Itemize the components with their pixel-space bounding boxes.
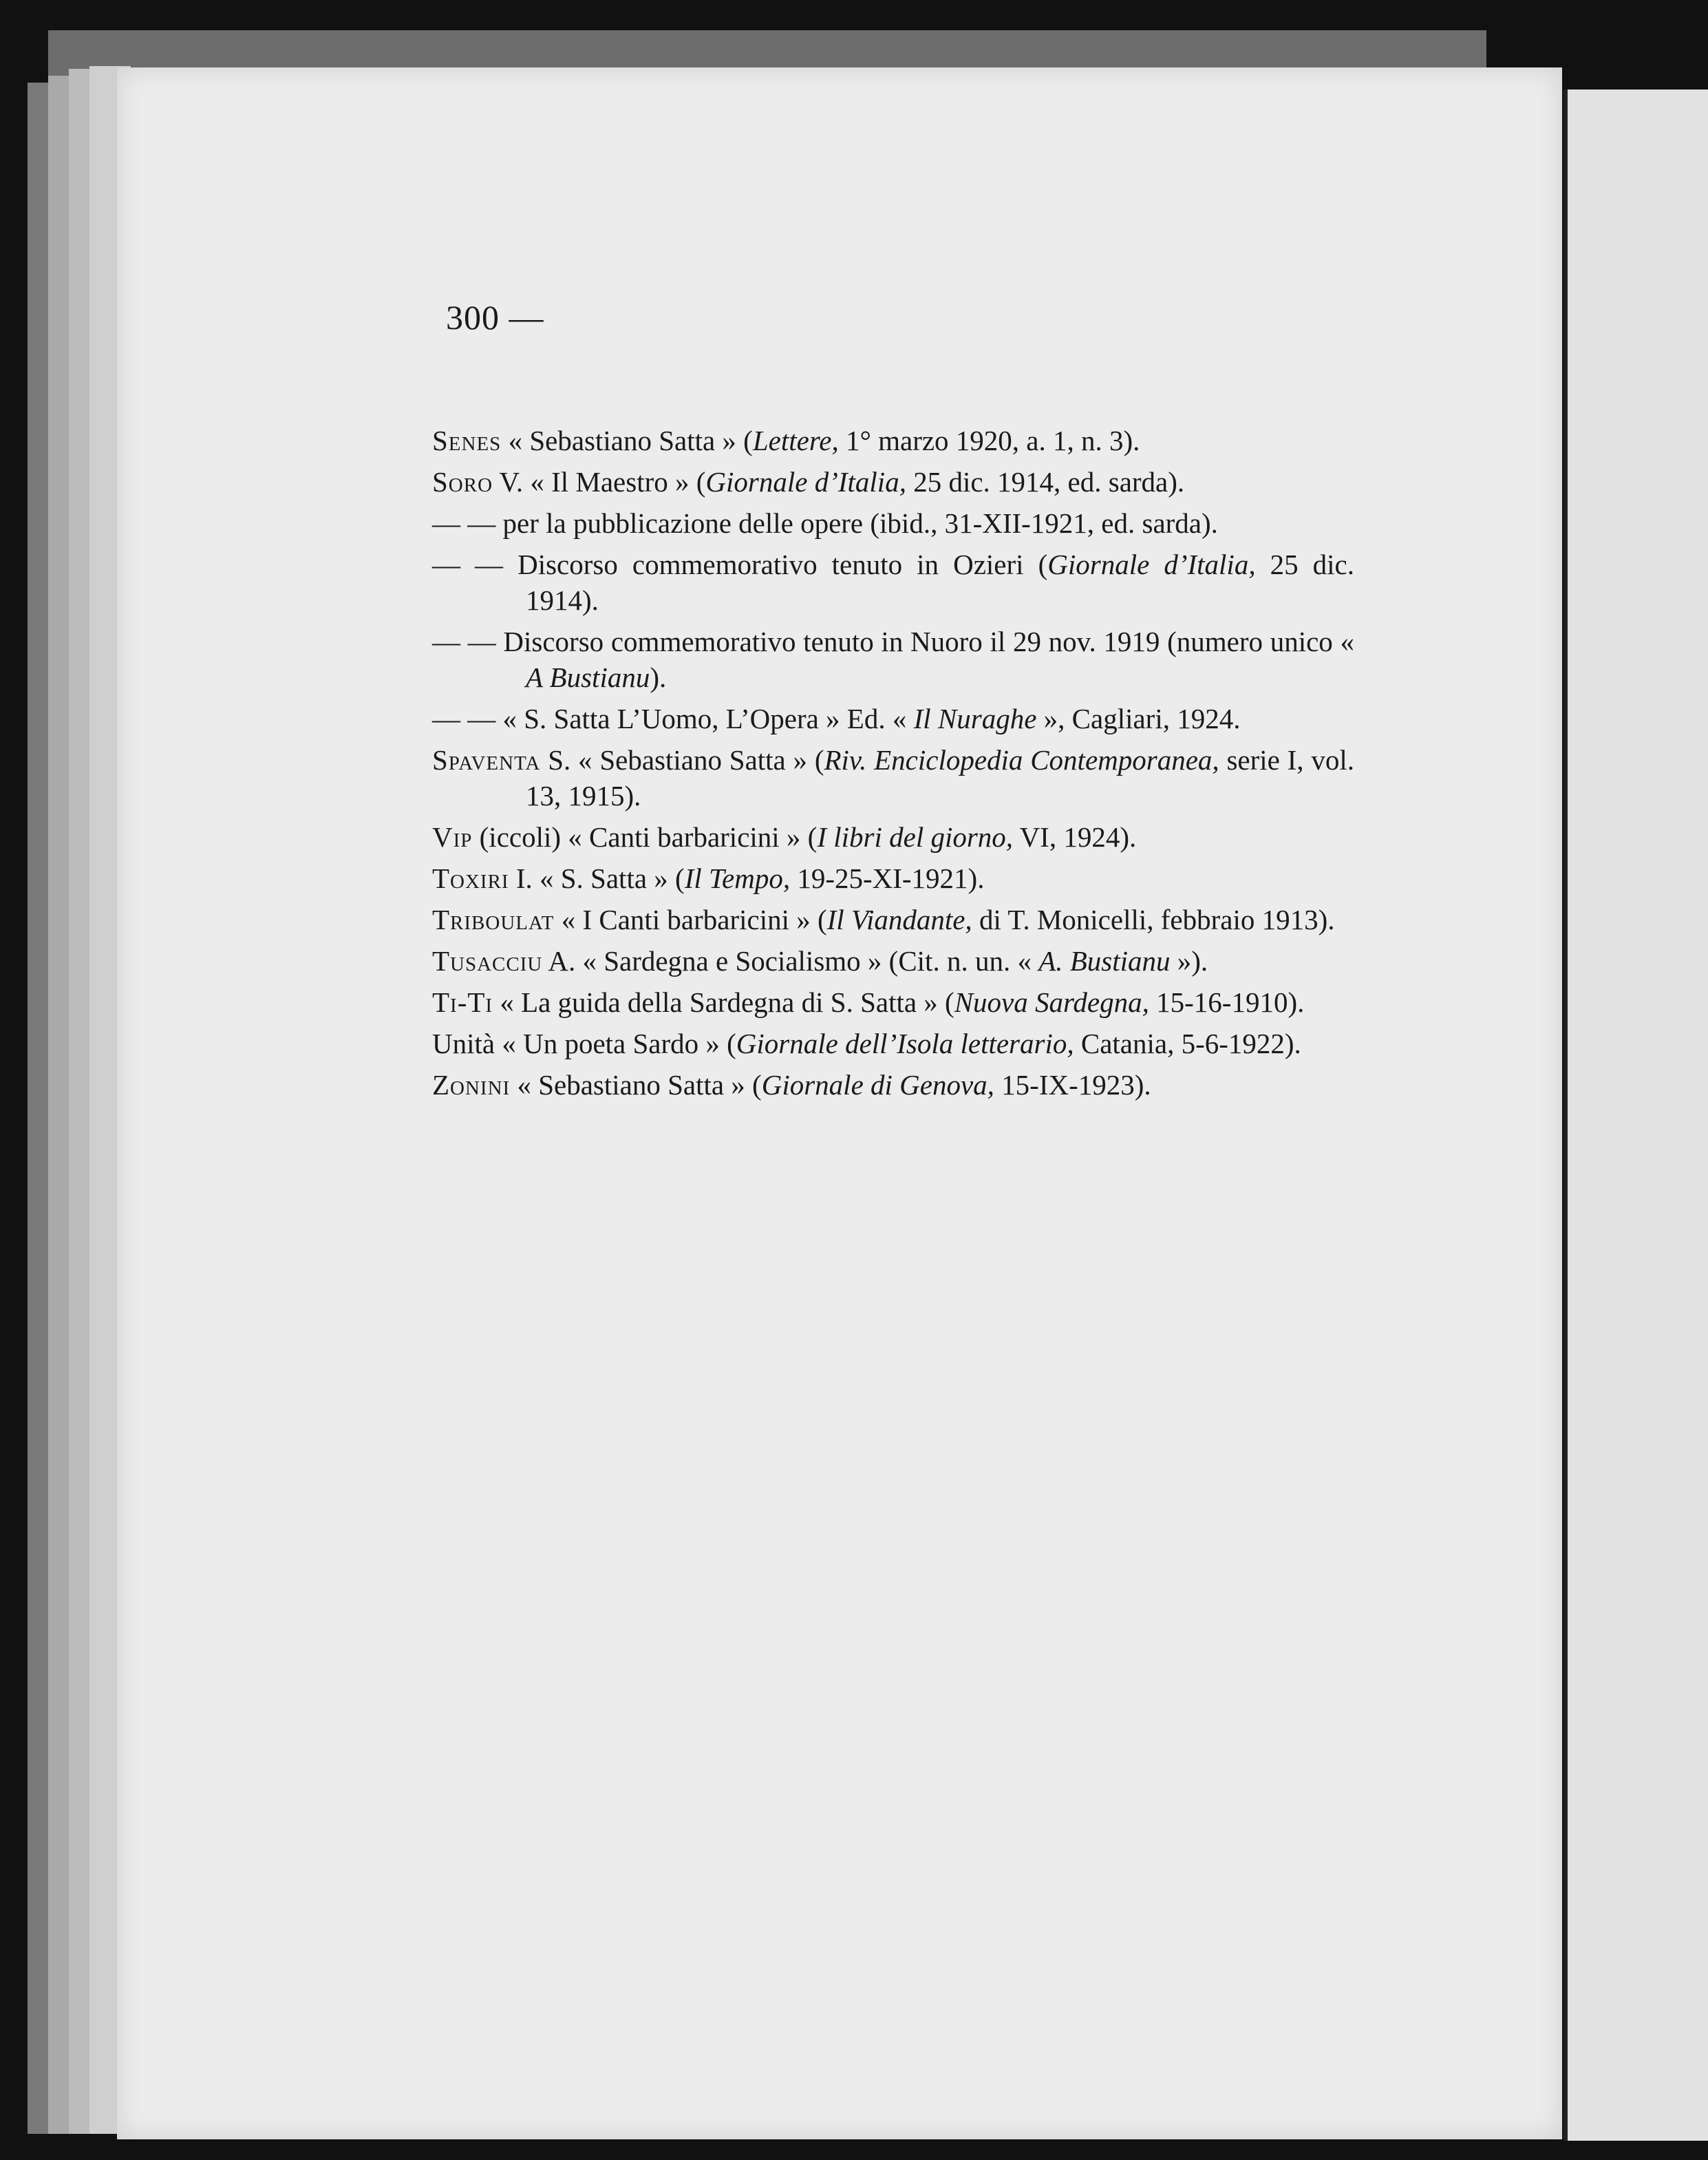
bibliography-entry xyxy=(432,984,1354,1020)
entry-author: Vip xyxy=(432,821,473,853)
entry-text: « Sebastiano Satta » ( xyxy=(508,425,753,456)
bibliography-entry xyxy=(432,464,1354,500)
entry-text: 25 dic. 1914, ed. sarda). xyxy=(906,466,1185,498)
entry-text: per la pubblicazione delle opere (ibid., 31-XII-1921, ed. sarda). xyxy=(495,507,1218,539)
entry-source: Il Viandante, xyxy=(826,904,972,935)
entry-text: VI, 1924). xyxy=(1013,821,1137,853)
entry-ditto: — — xyxy=(432,626,496,657)
entry-author: Ti-Ti xyxy=(432,986,493,1018)
bibliography-entry xyxy=(432,547,1354,618)
bibliography-entry xyxy=(432,505,1354,541)
entry-author: Toxiri xyxy=(432,862,509,894)
entry-source: Giornale d’Italia, xyxy=(1047,549,1256,580)
entry-text: I. « S. Satta » ( xyxy=(509,862,685,894)
entry-text: « Un poeta Sardo » ( xyxy=(495,1028,736,1059)
entry-author: Tusacciu xyxy=(432,945,543,977)
bibliography-entry xyxy=(432,701,1354,737)
bibliography-entry xyxy=(432,860,1354,896)
entry-text: « Sebastiano Satta » ( xyxy=(510,1069,762,1101)
bibliography-entry xyxy=(432,819,1354,855)
entry-text: S. « Sebastiano Satta » ( xyxy=(540,744,824,776)
entry-source: Il Tempo, xyxy=(684,862,791,894)
entry-text: di T. Monicelli, febbraio 1913). xyxy=(972,904,1335,935)
entry-text: « S. Satta L’Uomo, L’Opera » Ed. « xyxy=(495,703,914,734)
entry-text: Catania, 5-6-1922). xyxy=(1074,1028,1301,1059)
bibliography-list xyxy=(432,423,1354,1108)
entry-text: »). xyxy=(1170,945,1208,977)
entry-author: Unità xyxy=(432,1028,495,1059)
entry-text: « I Canti barbaricini » ( xyxy=(554,904,827,935)
entry-source: A. Bustianu xyxy=(1038,945,1171,977)
entry-source: Giornale di Genova, xyxy=(761,1069,994,1101)
bibliography-entry xyxy=(432,943,1354,979)
entry-source: Nuova Sardegna, xyxy=(954,986,1149,1018)
entry-author: Soro xyxy=(432,466,493,498)
entry-text: », Cagliari, 1924. xyxy=(1036,703,1241,734)
entry-source: I libri del giorno, xyxy=(817,821,1014,853)
bibliography-entry xyxy=(432,1026,1354,1061)
entry-source: Il Nuraghe xyxy=(913,703,1037,734)
entry-source: Giornale dell’Isola letterario, xyxy=(736,1028,1074,1059)
entry-text: A. « Sardegna e Socialismo » (Cit. n. un. « xyxy=(542,945,1039,977)
entry-text: « La guida della Sardegna di S. Satta » ( xyxy=(493,986,954,1018)
entry-source: Riv. Enciclopedia Contemporanea, xyxy=(824,744,1219,776)
entry-ditto: — — xyxy=(432,507,496,539)
entry-text: serie I, vol. 13, 1915). xyxy=(526,744,1354,812)
entry-text: ). xyxy=(650,661,667,693)
entry-text: V. « Il Maestro » ( xyxy=(493,466,706,498)
entry-author: Zonini xyxy=(432,1069,511,1101)
entry-text: Discorso commemorativo tenuto in Ozieri ( xyxy=(503,549,1048,580)
entry-text: Discorso commemorativo tenuto in Nuoro il 29 nov. 1919 (numero unico « xyxy=(495,626,1355,657)
entry-text: 15-16-1910). xyxy=(1149,986,1305,1018)
entry-author: Senes xyxy=(432,425,502,456)
entry-author: Spaventa xyxy=(432,744,541,776)
entry-source: A Bustianu xyxy=(526,661,650,693)
page-number: 300 — xyxy=(446,298,544,337)
bibliography-entry xyxy=(432,423,1354,458)
entry-author: Triboulat xyxy=(432,904,555,935)
entry-source: Lettere, xyxy=(752,425,839,456)
entry-text: 25 dic. 1914). xyxy=(526,549,1355,616)
bibliography-entry xyxy=(432,624,1354,695)
entry-text: 15-IX-1923). xyxy=(994,1069,1151,1101)
entry-text: 1° marzo 1920, a. 1, n. 3). xyxy=(838,425,1140,456)
entry-text: 19-25-XI-1921). xyxy=(790,862,985,894)
entry-ditto: — — xyxy=(432,549,504,580)
entry-text: (iccoli) « Canti barbaricini » ( xyxy=(472,821,818,853)
adjacent-page xyxy=(1563,89,1708,2141)
entry-source: Giornale d’Italia, xyxy=(705,466,906,498)
bibliography-entry xyxy=(432,902,1354,938)
bibliography-entry xyxy=(432,1067,1354,1103)
bibliography-entry xyxy=(432,742,1354,814)
entry-ditto: — — xyxy=(432,703,496,734)
